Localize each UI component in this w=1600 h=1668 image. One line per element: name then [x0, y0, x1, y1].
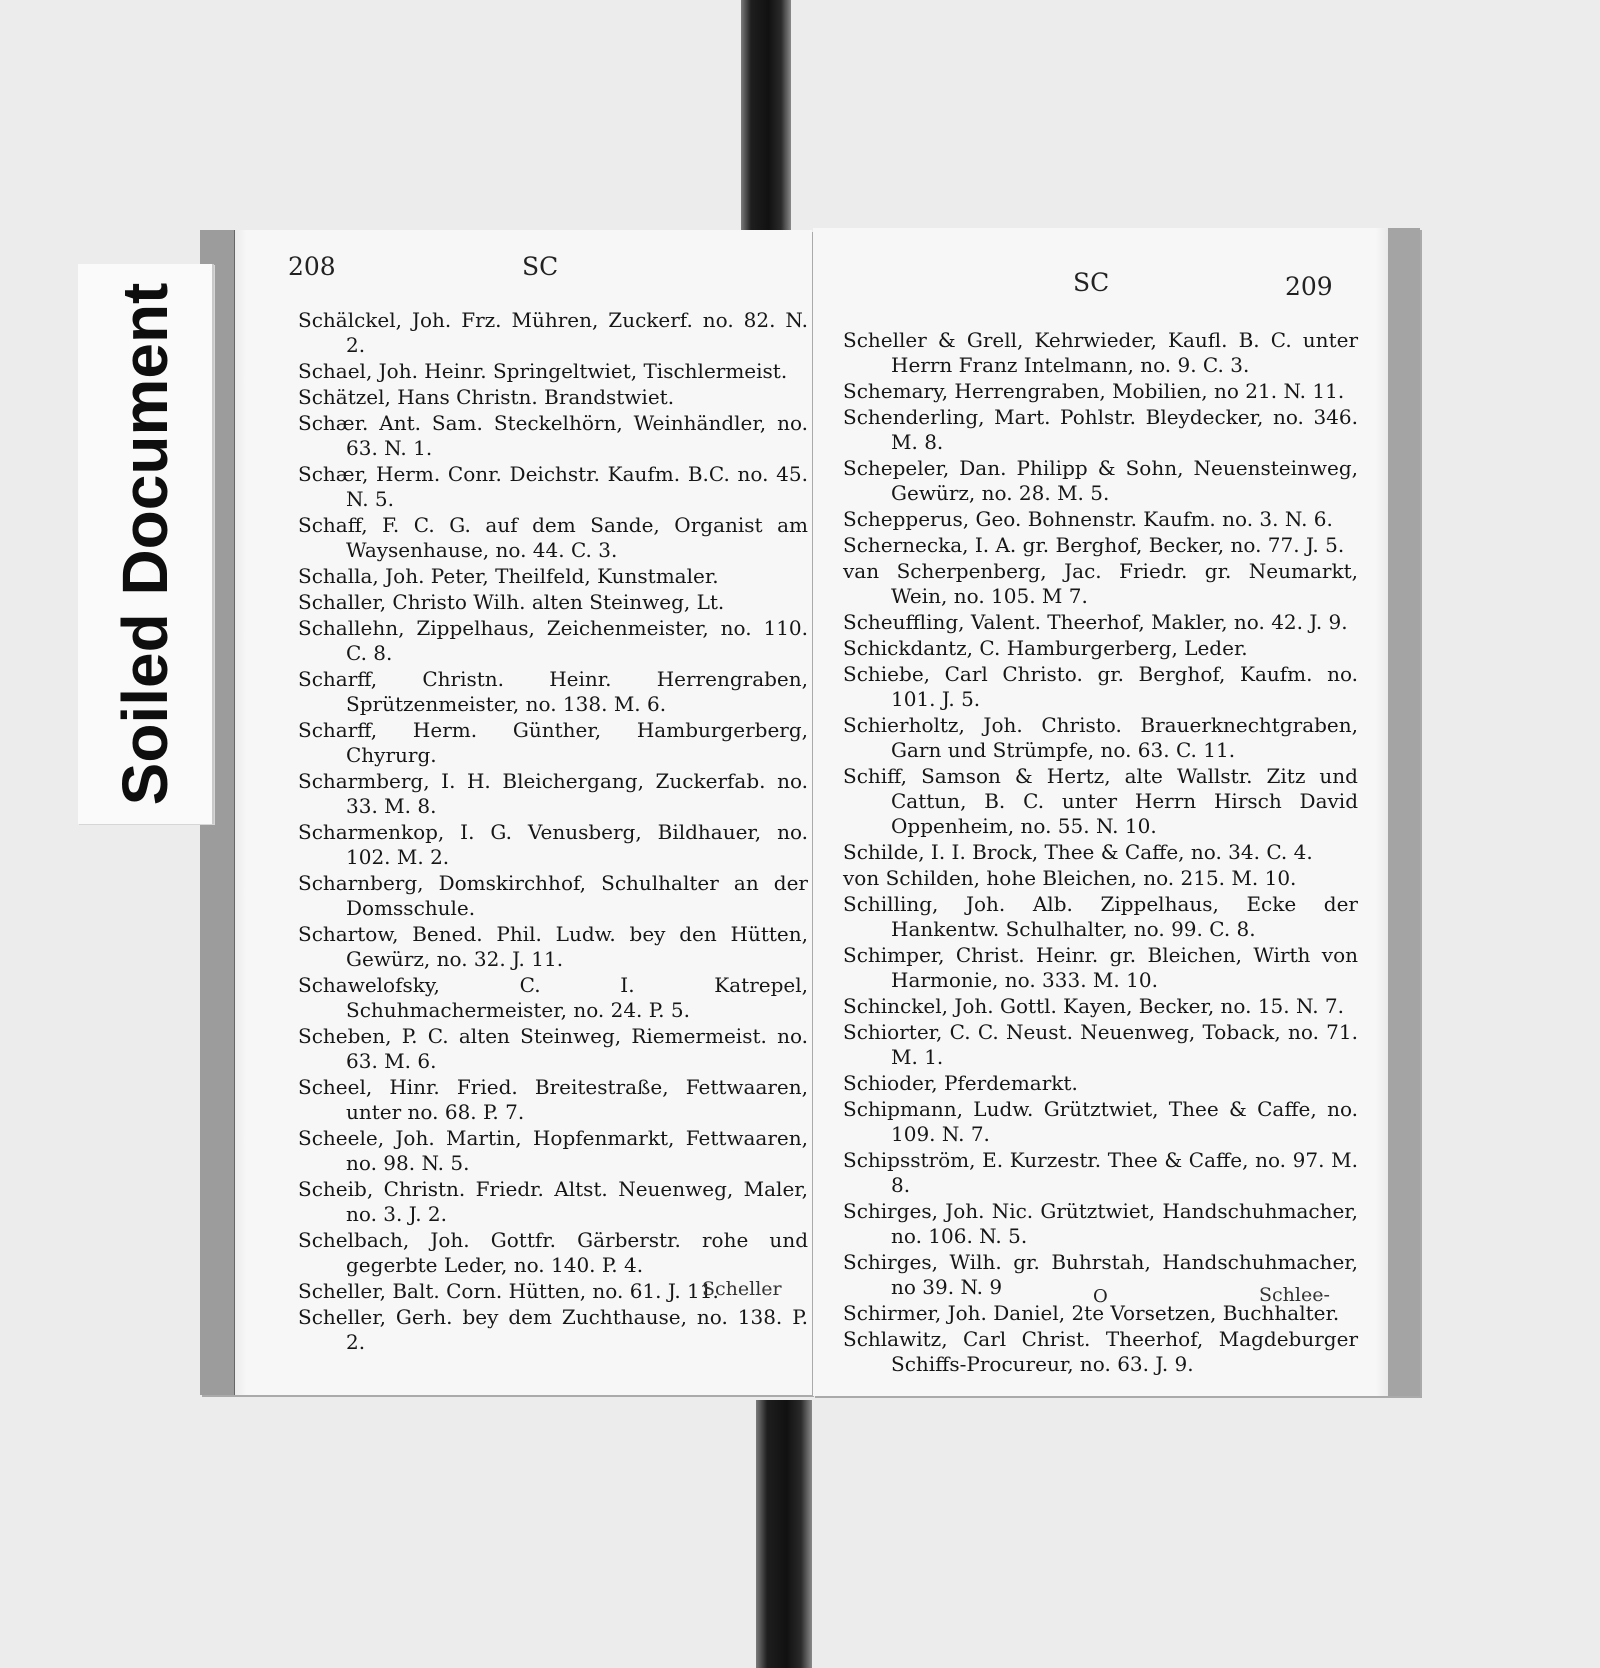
directory-entry: Scheuffling, Valent. Theerhof, Makler, no. 42. J. 9.: [843, 610, 1348, 634]
directory-entry: Schael, Joh. Heinr. Springeltwiet, Tischlermeist.: [298, 359, 788, 383]
right-page: [813, 228, 1420, 1396]
directory-entry: Scheib, Christn. Friedr. Altst. Neuenweg, Maler, no. 3. J. 2.: [298, 1177, 808, 1226]
book-spine-bottom: [756, 1400, 812, 1668]
directory-entry: Schepeler, Dan. Philipp & Sohn, Neuensteinweg, Gewürz, no. 28. M. 5.: [843, 456, 1358, 505]
directory-entry: Scheben, P. C. alten Steinweg, Riemermeist. no. 63. M. 6.: [298, 1024, 808, 1073]
left-page: [200, 230, 812, 1395]
directory-entry: Scheel, Hinr. Fried. Breitestraße, Fettwaaren, unter no. 68. P. 7.: [298, 1075, 808, 1124]
directory-entry: Schirges, Joh. Nic. Grütztwiet, Handschuhmacher, no. 106. N. 5.: [843, 1199, 1358, 1248]
directory-entry: van Scherpenberg, Jac. Friedr. gr. Neumarkt, Wein, no. 105. M 7.: [843, 559, 1358, 608]
book-spine-top: [741, 0, 791, 245]
directory-entry: Scheele, Joh. Martin, Hopfenmarkt, Fettwaaren, no. 98. N. 5.: [298, 1126, 808, 1175]
catchword-left: Scheller: [702, 1278, 782, 1300]
running-header-left: SC: [522, 252, 559, 281]
directory-entry: Schälckel, Joh. Frz. Mühren, Zuckerf. no. 82. N. 2.: [298, 308, 808, 357]
directory-entry: Schlawitz, Carl Christ. Theerhof, Magdeburger Schiffs-Procureur, no. 63. J. 9.: [843, 1327, 1358, 1376]
directory-entry: Schiff, Samson & Hertz, alte Wallstr. Zitz und Cattun, B. C. unter Herrn Hirsch David Oppenheim, no. 55. N. 10.: [843, 764, 1358, 838]
directory-entry: Scharnberg, Domskirchhof, Schulhalter an der Domsschule.: [298, 871, 808, 920]
directory-entry: Schawelofsky, C. I. Katrepel, Schuhmachermeister, no. 24. P. 5.: [298, 973, 808, 1022]
directory-entry: Schernecka, I. A. gr. Berghof, Becker, no. 77. J. 5.: [843, 533, 1345, 557]
directory-entry: Schallehn, Zippelhaus, Zeichenmeister, no. 110. C. 8.: [298, 616, 808, 665]
directory-entry: Schierholtz, Joh. Christo. Brauerknechtgraben, Garn und Strümpfe, no. 63. C. 11.: [843, 713, 1358, 762]
directory-entry: Schiebe, Carl Christo. gr. Berghof, Kaufm. no. 101. J. 5.: [843, 662, 1358, 711]
directory-entry: Schilde, I. I. Brock, Thee & Caffe, no. 34. C. 4.: [843, 840, 1313, 864]
directory-entry: Schioder, Pferdemarkt.: [843, 1071, 1078, 1095]
directory-entry: Schipsström, E. Kurzestr. Thee & Caffe, no. 97. M. 8.: [843, 1148, 1358, 1197]
directory-entry: Schær, Herm. Conr. Deichstr. Kaufm. B.C. no. 45. N. 5.: [298, 462, 808, 511]
soiled-document-tag: [78, 264, 214, 824]
directory-entry: Schätzel, Hans Christn. Brandstwiet.: [298, 385, 675, 409]
running-header-right: SC: [1073, 268, 1110, 297]
directory-entry: Scheller, Balt. Corn. Hütten, no. 61. J. 11.: [298, 1279, 719, 1303]
page-number-right: 209: [1285, 272, 1333, 301]
directory-entry: Schaller, Christo Wilh. alten Steinweg, Lt.: [298, 590, 725, 614]
directory-entry: Schimper, Christ. Heinr. gr. Bleichen, Wirth von Harmonie, no. 333. M. 10.: [843, 943, 1358, 992]
directory-entry: Schirges, Wilh. gr. Buhrstah, Handschuhmacher, no 39. N. 9: [843, 1250, 1358, 1299]
catchword-right: Schlee-: [1259, 1284, 1330, 1306]
ornament-mark: O: [1093, 1286, 1108, 1307]
directory-entry: Schemary, Herrengraben, Mobilien, no 21. N. 11.: [843, 379, 1345, 403]
directory-entry: Schiorter, C. C. Neust. Neuenweg, Toback, no. 71. M. 1.: [843, 1020, 1358, 1069]
directory-entry: Schartow, Bened. Phil. Ludw. bey den Hütten, Gewürz, no. 32. J. 11.: [298, 922, 808, 971]
directory-entry: Schelbach, Joh. Gottfr. Gärberstr. rohe und gegerbte Leder, no. 140. P. 4.: [298, 1228, 808, 1277]
directory-entry: Schenderling, Mart. Pohlstr. Bleydecker, no. 346. M. 8.: [843, 405, 1358, 454]
directory-entry: Scharmenkop, I. G. Venusberg, Bildhauer, no. 102. M. 2.: [298, 820, 808, 869]
directory-entry: Scharmberg, I. H. Bleichergang, Zuckerfab. no. 33. M. 8.: [298, 769, 808, 818]
directory-entry: Schinckel, Joh. Gottl. Kayen, Becker, no. 15. N. 7.: [843, 994, 1345, 1018]
directory-entry: von Schilden, hohe Bleichen, no. 215. M. 10.: [843, 866, 1297, 890]
directory-entry: Scheller & Grell, Kehrwieder, Kaufl. B. C. unter Herrn Franz Intelmann, no. 9. C. 3.: [843, 328, 1358, 377]
page-number-left: 208: [288, 252, 336, 281]
directory-entry: Schaff, F. C. G. auf dem Sande, Organist am Waysenhause, no. 44. C. 3.: [298, 513, 808, 562]
left-entry-list: [298, 308, 808, 1356]
directory-entry: Schirmer, Joh. Daniel, 2te Vorsetzen, Buchhalter.: [843, 1301, 1340, 1325]
right-entry-list: [843, 328, 1358, 1378]
directory-entry: Scharff, Christn. Heinr. Herrengraben, Sprützenmeister, no. 138. M. 6.: [298, 667, 808, 716]
directory-entry: Schilling, Joh. Alb. Zippelhaus, Ecke der Hankentw. Schulhalter, no. 99. C. 8.: [843, 892, 1358, 941]
directory-entry: Schipmann, Ludw. Grütztwiet, Thee & Caffe, no. 109. N. 7.: [843, 1097, 1358, 1146]
directory-entry: Schalla, Joh. Peter, Theilfeld, Kunstmaler.: [298, 564, 719, 588]
directory-entry: Scheller, Gerh. bey dem Zuchthause, no. 138. P. 2.: [298, 1305, 808, 1354]
directory-entry: Schepperus, Geo. Bohnenstr. Kaufm. no. 3. N. 6.: [843, 507, 1333, 531]
directory-entry: Schær. Ant. Sam. Steckelhörn, Weinhändler, no. 63. N. 1.: [298, 411, 808, 460]
tag-label: Soiled Document: [109, 282, 181, 806]
directory-entry: Scharff, Herm. Günther, Hamburgerberg, Chyrurg.: [298, 718, 808, 767]
directory-entry: Schickdantz, C. Hamburgerberg, Leder.: [843, 636, 1248, 660]
